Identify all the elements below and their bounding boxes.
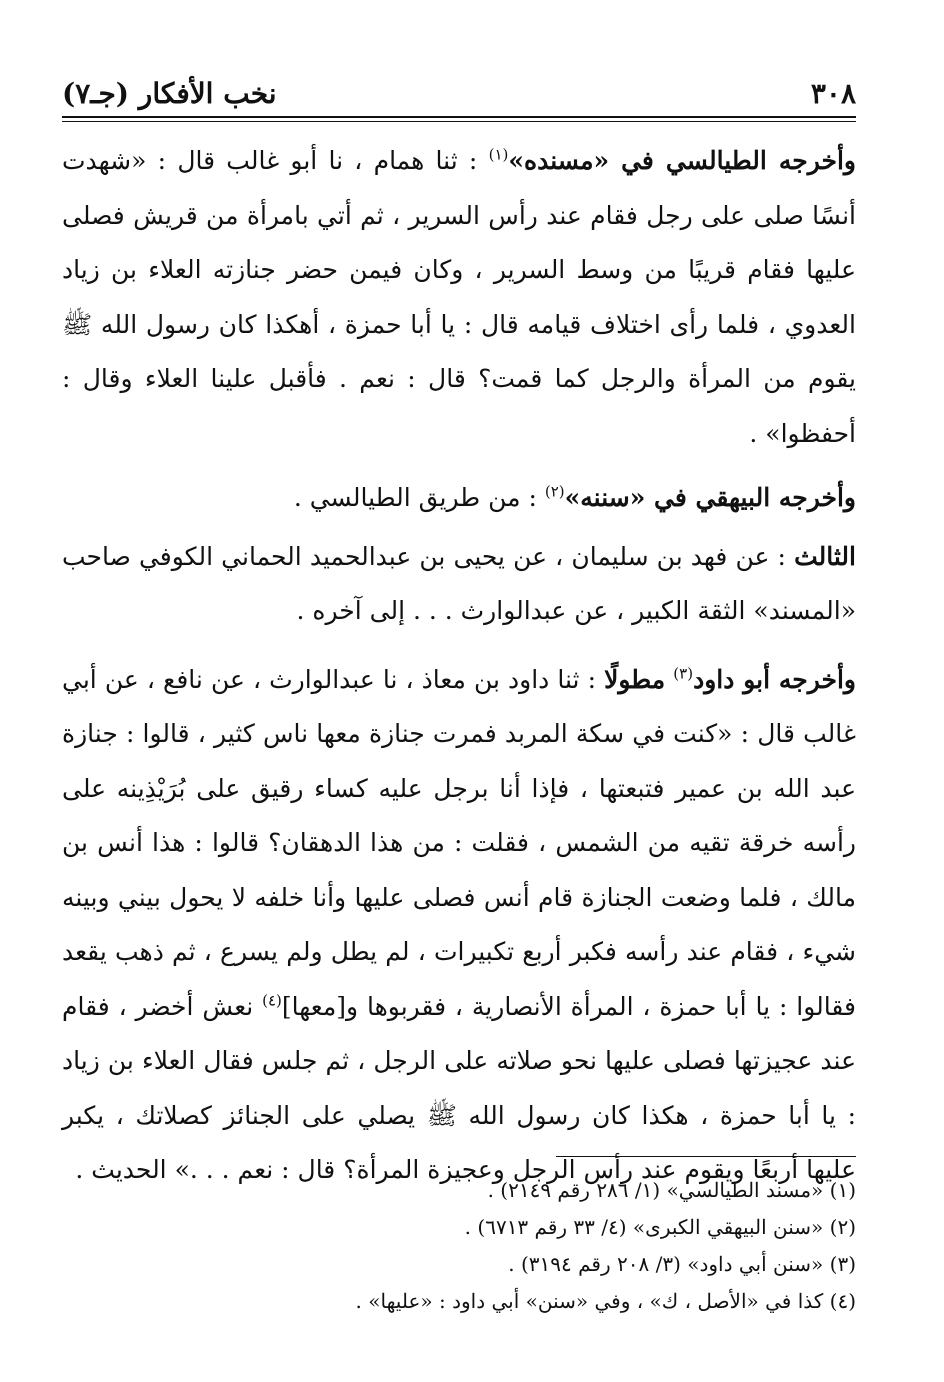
footnote-ref: (٢)	[544, 482, 565, 501]
paragraph-third-route	[62, 530, 856, 639]
footnote-item: (١) «مسند الطيالسي» (١/ ٢٨٦ رقم ٢١٤٩) .	[487, 1178, 856, 1202]
footnote-ref: (٣)	[673, 664, 694, 683]
footnote-item: (٣) «سنن أبي داود» (٣/ ٢٠٨ رقم ٣١٩٤) .	[508, 1252, 856, 1276]
paragraph-tayalisi	[62, 134, 856, 461]
footnotes	[62, 1172, 856, 1320]
footnote-separator	[556, 1156, 856, 1157]
header-rule-thin	[62, 121, 856, 122]
page-header	[62, 60, 856, 110]
paragraph-lead: الثالث	[794, 541, 856, 571]
paragraph-text: : ثنا داود بن معاذ ، نا عبدالوارث ، عن نافع ، عن أبي غالب قال : «كنت في سكة المربد فمرت جنازة معها ناس كثير ، قالوا : جنازة عبد الله بن عمير فتبعتها ، فإذا أنا برجل عليه كساء رقيق على بُرَيْذِينه على رأسه خرقة تقيه من الشمس ، فقلت : من هذا الدهقان؟ قالوا : هذا أنس بن مالك ، فلما وضعت الجنازة قام أنس فصلى عليها وأنا خلفه لا يحول بيني وبينه شيء ، فقام عند رأسه فكبر أربع تكبيرات ، لم يطل ولم يسرع ، ثم ذهب يقعد فقالوا : يا أبا حمزة ، المرأة الأنصارية ، فقربوها و[معها]	[62, 664, 856, 1021]
paragraph-text: : ثنا همام ، نا أبو غالب قال : «شهدت أنسًا صلى على رجل فقام عند رأس السرير ، ثم أتي بامرأة من قريش فصلى عليها فقام قريبًا من وسط السرير ، وكان فيمن حضر جنازته العلاء بن زياد العدوي ، فلما رأى اختلاف قيامه قال : يا أبا حمزة ، أهكذا كان رسول الله ﷺ يقوم من المرأة والرجل كما قمت؟ قال : نعم . فأقبل علينا العلاء وقال : أحفظوا» .	[62, 146, 856, 448]
paragraph-lead-secondary: مطولًا	[604, 664, 666, 694]
header-rule-thick	[62, 116, 856, 118]
footnote-item: (٢) «سنن البيهقي الكبرى» (٤/ ٣٣ رقم ٦٧١٣) .	[464, 1215, 856, 1239]
paragraph-text-continued: نعش أخضر ، فقام عند عجيزتها فصلى عليها نحو صلاته على الرجل ، ثم جلس فقال العلاء بن زياد : يا أبا حمزة ، هكذا كان رسول الله ﷺ يصلي على الجنائز كصلاتك ، يكبر عليها أربعًا ويقوم عند رأس الرجل وعجيزة المرأة؟ قال : نعم . . .» الحديث .	[62, 991, 856, 1184]
paragraph-lead: وأخرجه البيهقي في «سننه»	[564, 483, 856, 512]
paragraph-lead: وأخرجه الطيالسي في «مسنده»	[508, 146, 856, 175]
paragraph-text: : عن فهد بن سليمان ، عن يحيى بن عبدالحميد الحماني الكوفي صاحب «المسند» الثقة الكبير ، عن عبدالوارث . . . إلى آخره .	[62, 541, 856, 625]
paragraph-lead: وأخرجه أبو داود	[693, 664, 856, 694]
paragraph-bayhaqi	[62, 471, 856, 526]
footnote-item: (٤) كذا في «الأصل ، ك» ، وفي «سنن» أبي داود : «عليها» .	[355, 1289, 856, 1313]
paragraph-abu-dawud	[62, 653, 856, 1198]
book-title: نخب الأفكار (جـ٧)	[62, 77, 277, 110]
page-number: ٣٠٨	[810, 77, 856, 110]
paragraph-text: : من طريق الطيالسي .	[293, 483, 537, 512]
main-text	[62, 134, 856, 1198]
footnote-ref: (١)	[488, 145, 509, 164]
footnote-ref: (٤)	[262, 991, 282, 1010]
